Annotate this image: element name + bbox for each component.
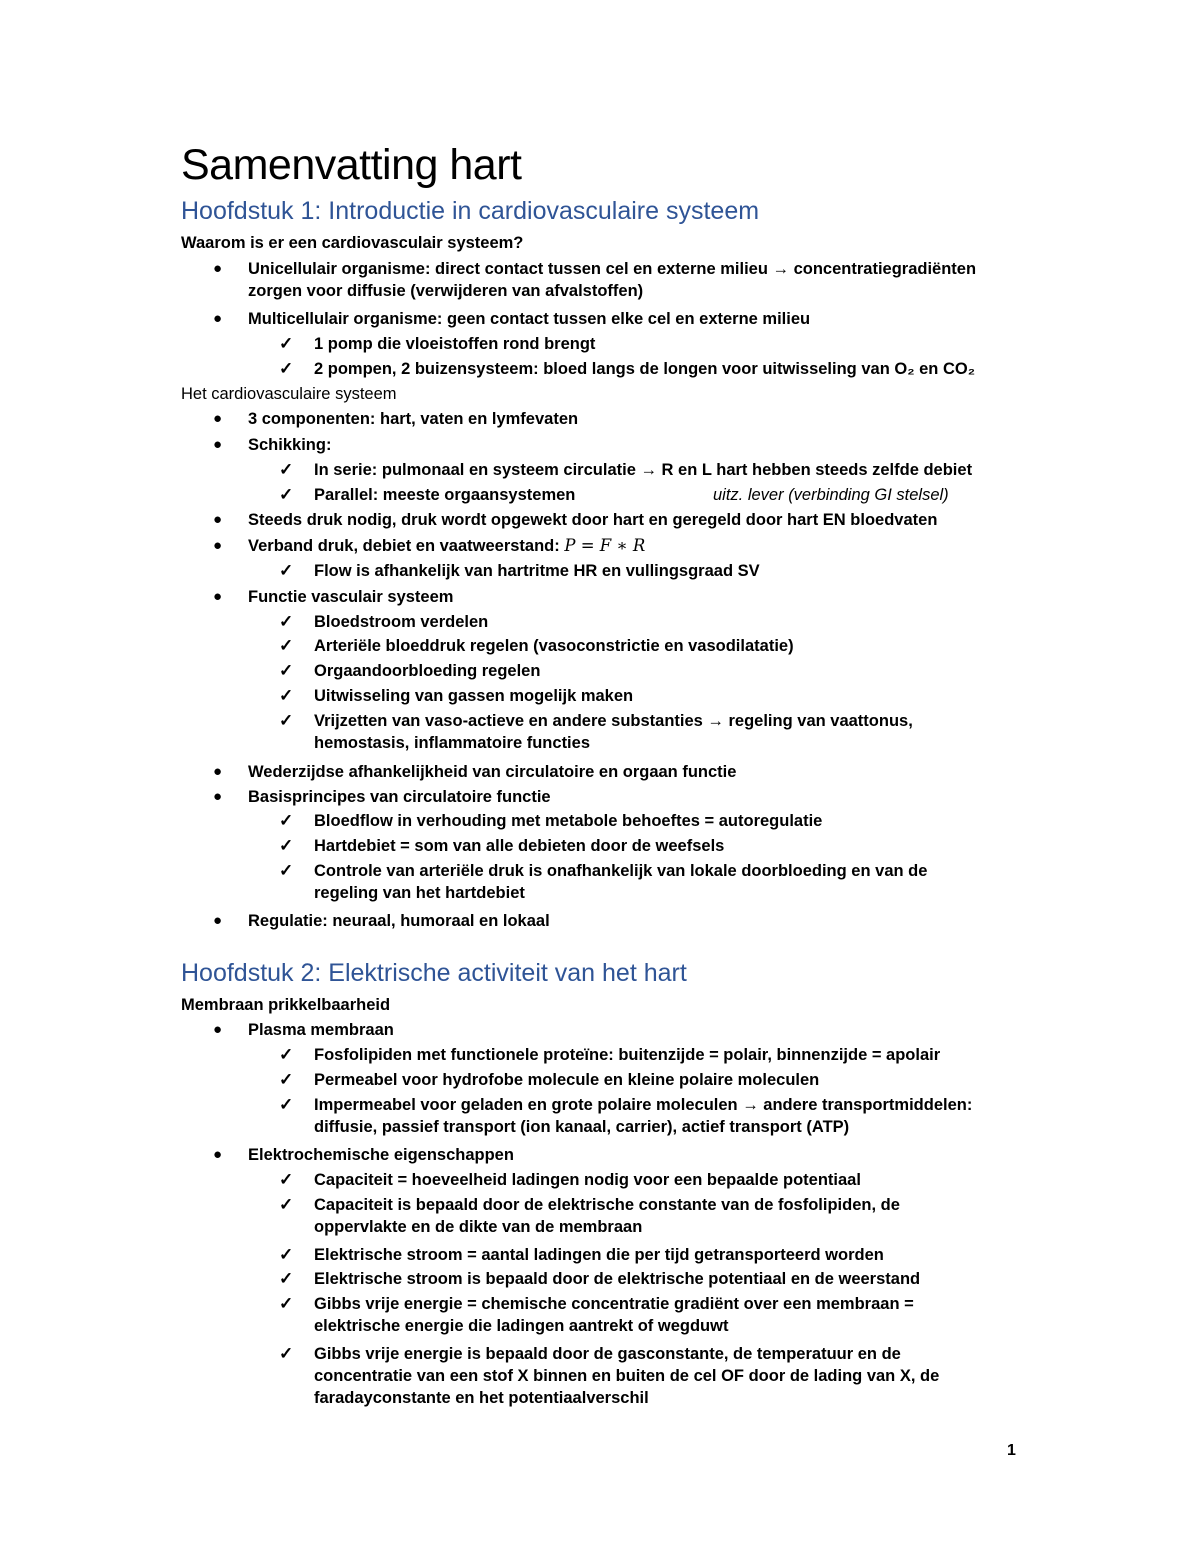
list-item: ✓ Bloedflow in verhouding met metabole behoeftes = autoregulatie bbox=[279, 811, 823, 830]
checkmark-icon: ✓ bbox=[279, 1344, 294, 1363]
bullet-icon: ● bbox=[213, 1021, 223, 1038]
page-number: 1 bbox=[1007, 1442, 1016, 1459]
list-item: ● Verband druk, debiet en vaatweerstand: P = F ∗ R bbox=[213, 536, 646, 555]
bullet-icon: ● bbox=[213, 260, 223, 277]
checkmark-icon: ✓ bbox=[279, 460, 294, 479]
list-item: ✓ Flow is afhankelijk van hartritme HR en vullingsgraad SV bbox=[279, 561, 760, 580]
checkmark-icon: ✓ bbox=[279, 1170, 294, 1189]
list-item: ✓ Parallel: meeste orgaansystemen bbox=[279, 485, 576, 504]
list-item: ● Steeds druk nodig, druk wordt opgewekt door hart en geregeld door hart EN bloedvaten bbox=[213, 511, 938, 529]
document-title: Samenvatting hart bbox=[181, 141, 522, 189]
bullet-icon: ● bbox=[213, 310, 223, 327]
list-item: ● Unicellulair organisme: direct contact tussen cel en externe milieu → concentratiegradiënten zorgen voor diffusie (verwijderen van afvalstoffen) bbox=[213, 260, 977, 300]
list-item: ✓ Bloedstroom verdelen bbox=[279, 612, 489, 631]
list-item: ● Plasma membraan bbox=[213, 1021, 394, 1039]
bullet-icon: ● bbox=[213, 1146, 223, 1163]
list-item: ✓ Gibbs vrije energie is bepaald door de gasconstante, de temperatuur en de concentratie van een stof X binnen en buiten de cel OF door de lading van X, de faradayconstante en het potentiaalverschil bbox=[279, 1344, 940, 1407]
bullet-icon: ● bbox=[213, 410, 223, 427]
list-item: ● 3 componenten: hart, vaten en lymfevaten bbox=[213, 410, 579, 428]
checkmark-icon: ✓ bbox=[279, 359, 294, 378]
bullet-icon: ● bbox=[213, 588, 223, 605]
bullet-icon: ● bbox=[213, 436, 223, 453]
list-item: ✓ Elektrische stroom = aantal ladingen die per tijd getransporteerd worden bbox=[279, 1245, 884, 1264]
checkmark-icon: ✓ bbox=[279, 661, 294, 680]
list-item: ● Basisprincipes van circulatoire functie bbox=[213, 788, 551, 806]
list-item: ● Functie vasculair systeem bbox=[213, 588, 454, 606]
chapter-2-heading: Hoofdstuk 2: Elektrische activiteit van het hart bbox=[181, 959, 687, 987]
checkmark-icon: ✓ bbox=[279, 861, 294, 880]
list-item: ✓ Arteriële bloeddruk regelen (vasoconstrictie en vasodilatatie) bbox=[279, 636, 794, 655]
list-item: ✓ Permeabel voor hydrofobe molecule en kleine polaire moleculen bbox=[279, 1070, 820, 1089]
note-exception: uitz. lever (verbinding GI stelsel) bbox=[713, 486, 949, 504]
checkmark-icon: ✓ bbox=[279, 334, 294, 353]
checkmark-icon: ✓ bbox=[279, 1070, 294, 1089]
list-item: ✓ Impermeabel voor geladen en grote polaire moleculen → andere transportmiddelen: diffusie, passief transport (ion kanaal, carrier), actief transport (ATP) bbox=[279, 1095, 973, 1136]
checkmark-icon: ✓ bbox=[279, 1294, 294, 1313]
checkmark-icon: ✓ bbox=[279, 1045, 294, 1064]
list-item: ✓ In serie: pulmonaal en systeem circulatie → R en L hart hebben steeds zelfde debiet bbox=[279, 460, 973, 479]
formula: P = F ∗ R bbox=[564, 536, 646, 555]
checkmark-icon: ✓ bbox=[279, 836, 294, 855]
list-item: ● Regulatie: neuraal, humoraal en lokaal bbox=[213, 912, 550, 930]
list-item: ✓ Capaciteit is bepaald door de elektrische constante van de fosfolipiden, de oppervlakte en de dikte van de membraan bbox=[279, 1195, 900, 1236]
checkmark-icon: ✓ bbox=[279, 561, 294, 580]
list-item: ✓ Fosfolipiden met functionele proteïne: buitenzijde = polair, binnenzijde = apolair bbox=[279, 1045, 941, 1064]
checkmark-icon: ✓ bbox=[279, 1269, 294, 1288]
chapter-1-subheading-why: Waarom is er een cardiovasculair systeem? bbox=[181, 234, 524, 252]
checkmark-icon: ✓ bbox=[279, 1095, 294, 1114]
list-item: ✓ Controle van arteriële druk is onafhankelijk van lokale doorbloeding en van de regeling van het hartdebiet bbox=[279, 861, 928, 902]
checkmark-icon: ✓ bbox=[279, 1245, 294, 1264]
bullet-icon: ● bbox=[213, 912, 223, 929]
list-item: ✓ Uitwisseling van gassen mogelijk maken bbox=[279, 686, 634, 705]
list-item: ✓ Gibbs vrije energie = chemische concentratie gradiënt over een membraan = elektrische energie die ladingen aantrekt of wegduwt bbox=[279, 1294, 914, 1335]
chapter-2-subheading: Membraan prikkelbaarheid bbox=[181, 996, 391, 1014]
bullet-icon: ● bbox=[213, 763, 223, 780]
list-item: ● Schikking: bbox=[213, 436, 332, 454]
checkmark-icon: ✓ bbox=[279, 636, 294, 655]
chapter-1-subheading-system: Het cardiovasculaire systeem bbox=[181, 385, 397, 403]
list-item: ✓ Vrijzetten van vaso-actieve en andere substanties → regeling van vaattonus, hemostasis, inflammatoire functies bbox=[279, 711, 913, 752]
checkmark-icon: ✓ bbox=[279, 811, 294, 830]
list-item: ✓ 1 pomp die vloeistoffen rond brengt bbox=[279, 334, 596, 353]
chapter-1-heading: Hoofdstuk 1: Introductie in cardiovasculaire systeem bbox=[181, 197, 760, 225]
bullet-icon: ● bbox=[213, 537, 223, 554]
checkmark-icon: ✓ bbox=[279, 686, 294, 705]
list-item: ✓ 2 pompen, 2 buizensysteem: bloed langs de longen voor uitwisseling van O₂ en CO₂ bbox=[279, 359, 976, 378]
list-item: ✓ Orgaandoorbloeding regelen bbox=[279, 661, 541, 680]
checkmark-icon: ✓ bbox=[279, 612, 294, 631]
list-item: ✓ Hartdebiet = som van alle debieten door de weefsels bbox=[279, 836, 725, 855]
list-item: ✓ Elektrische stroom is bepaald door de elektrische potentiaal en de weerstand bbox=[279, 1269, 921, 1288]
checkmark-icon: ✓ bbox=[279, 1195, 294, 1214]
checkmark-icon: ✓ bbox=[279, 711, 294, 730]
bullet-icon: ● bbox=[213, 511, 223, 528]
checkmark-icon: ✓ bbox=[279, 485, 294, 504]
bullet-icon: ● bbox=[213, 788, 223, 805]
list-item: ● Wederzijdse afhankelijkheid van circulatoire en orgaan functie bbox=[213, 763, 737, 781]
list-item: ✓ Capaciteit = hoeveelheid ladingen nodig voor een bepaalde potentiaal bbox=[279, 1170, 861, 1189]
list-item: ● Multicellulair organisme: geen contact tussen elke cel en externe milieu bbox=[213, 310, 811, 328]
list-item: ● Elektrochemische eigenschappen bbox=[213, 1146, 514, 1164]
